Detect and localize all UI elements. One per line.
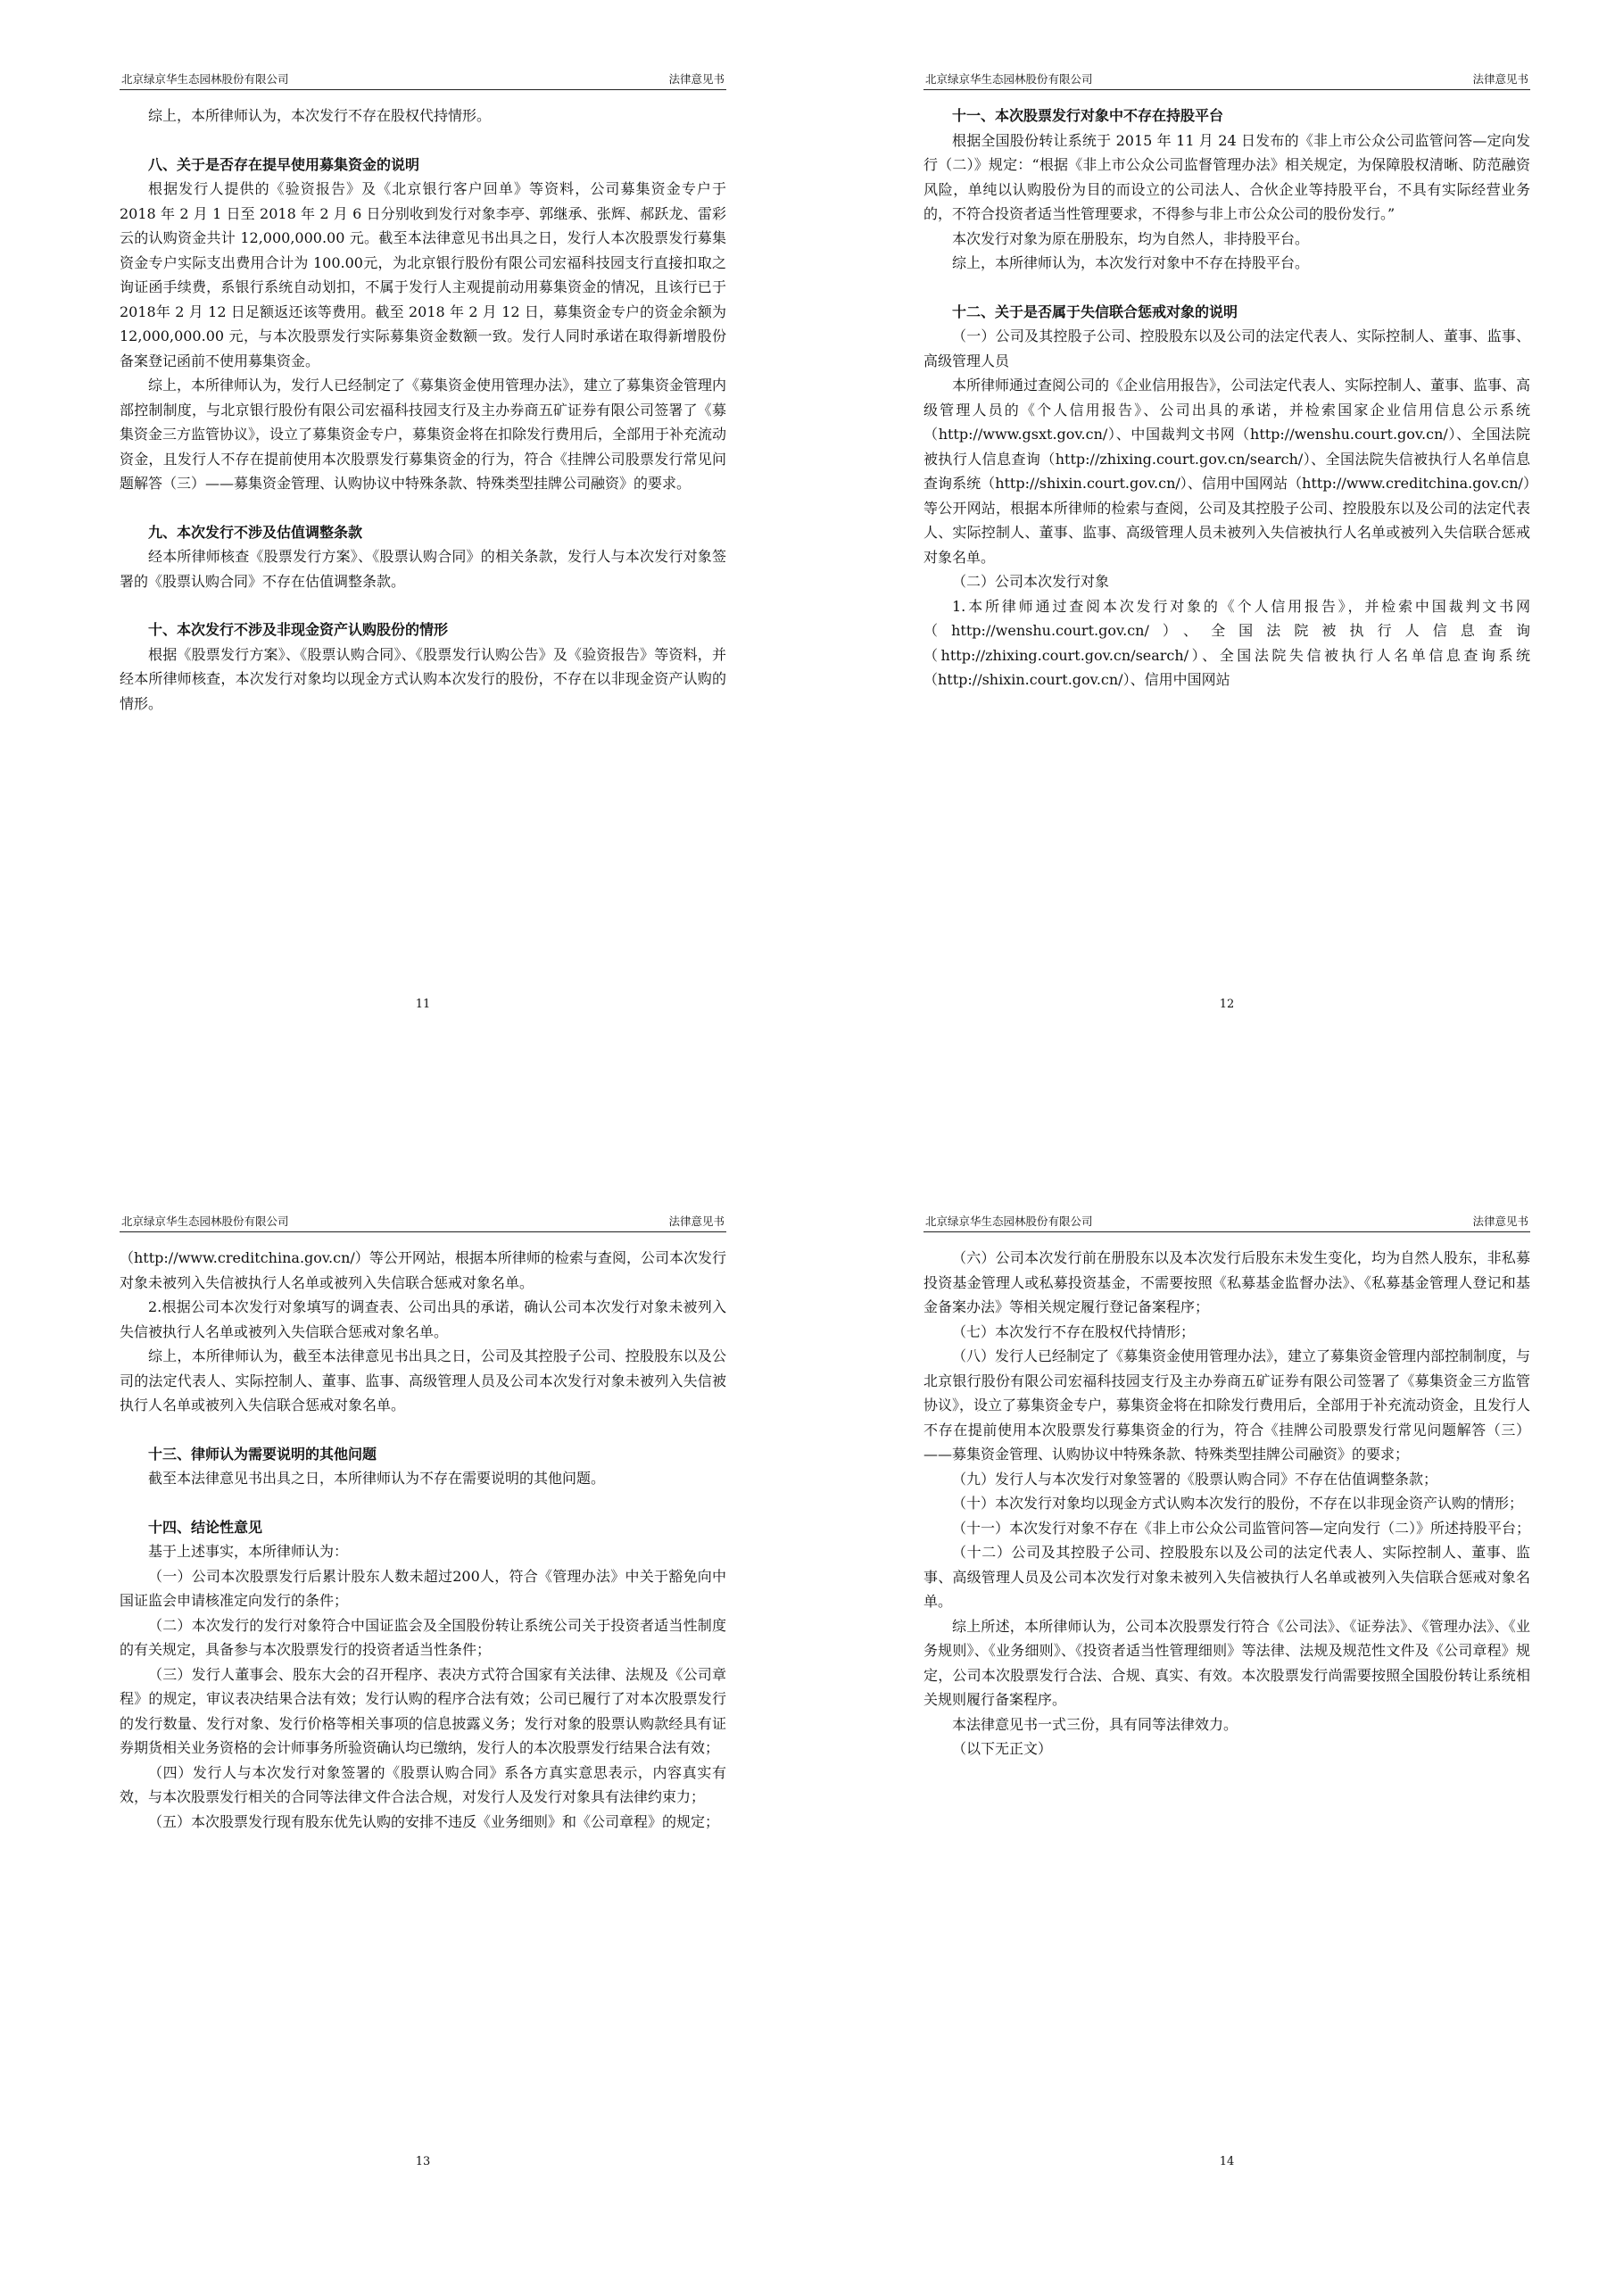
section-heading: 九、本次发行不涉及估值调整条款 — [148, 523, 363, 541]
page-header — [923, 70, 1530, 90]
body-paragraph: （四）发行人与本次发行对象签署的《股票认购合同》系各方真实意思表示，内容真实有效，与本次股票发行相关的合同等法律文件合法合规，对发行人及发行对象具有法律约束力； — [120, 1763, 726, 1805]
document-page-13 — [120, 1212, 726, 2176]
body-paragraph: 经本所律师核查《股票发行方案》、《股票认购合同》的相关条款，发行人与本次发行对象签署的《股票认购合同》不存在估值调整条款。 — [120, 548, 726, 590]
page-header — [120, 70, 726, 90]
body-paragraph: 截至本法律意见书出具之日，本所律师认为不存在需要说明的其他问题。 — [148, 1470, 606, 1487]
section-heading: 八、关于是否存在提早使用募集资金的说明 — [148, 155, 420, 173]
body-paragraph: （七）本次发行不存在股权代持情形； — [952, 1322, 1196, 1340]
page-header — [923, 1212, 1530, 1232]
body-paragraph: 本次发行对象为原在册股东，均为自然人，非持股平台。 — [952, 229, 1310, 247]
body-paragraph: （三）发行人董事会、股东大会的召开程序、表决方式符合国家有关法律、法规及《公司章程》的规定，审议表决结果合法有效；发行认购的程序合法有效；公司已履行了对本次股票发行的发行数量、发行对象、发行价格等相关事项的信息披露义务；发行对象的股票认购款经具有证券期货相关业务资格的会计师事务所验资确认均已缴纳，发行人的本次股票发行结果合法有效； — [120, 1665, 726, 1756]
page-number: 12 — [1219, 998, 1235, 1011]
body-paragraph: （一）公司本次股票发行后累计股东人数未超过200人，符合《管理办法》中关于豁免向中国证监会申请核准定向发行的条件； — [120, 1567, 726, 1609]
body-paragraph: 基于上述事实，本所律师认为： — [148, 1543, 349, 1560]
body-paragraph: （十）本次发行对象均以现金方式认购本次发行的股份，不存在以非现金资产认购的情形； — [952, 1495, 1524, 1512]
body-paragraph: （五）本次股票发行现有股东优先认购的安排不违反《业务细则》和《公司章程》的规定； — [148, 1812, 720, 1830]
section-heading: 十、本次发行不涉及非现金资产认购股份的情形 — [148, 621, 449, 638]
body-paragraph: （二）公司本次发行对象 — [952, 573, 1110, 590]
document-page-14 — [923, 1212, 1530, 2176]
section-heading: 十四、结论性意见 — [148, 1518, 263, 1536]
header-doc-type: 法律意见书 — [668, 1214, 725, 1228]
body-paragraph: 综上，本所律师认为，发行人已经制定了《募集资金使用管理办法》，建立了募集资金管理内部控制制度，与北京银行股份有限公司宏福科技园支行及主办券商五矿证券有限公司签署了《募集资金三方监管协议》，设立了募集资金专户，募集资金将在扣除发行费用后，全部用于补充流动资金，且发行人不存在提前使用本次股票发行募集资金的行为，符合《挂牌公司股票发行常见问题解答（三）——募集资金管理、认购协议中特殊条款、特殊类型挂牌公司融资》的要求。 — [120, 377, 727, 492]
header-company: 北京绿京华生态园林股份有限公司 — [925, 1214, 1093, 1228]
body-paragraph: 根据全国股份转让系统于 2015 年 11 月 24 日发布的《非上市公众公司监管问答—定向发行（二）》规定：“根据《非上市公众公司监督管理办法》相关规定，为保障股权清晰、防范融资风险，单纯以认购股份为目的而设立的公司法人、合伙企业等持股平台，不具有实际经营业务的，不符合投资者适当性管理要求，不得参与非上市公众公司的股份发行。” — [923, 131, 1530, 222]
body-paragraph: 综上，本所律师认为，本次发行对象中不存在持股平台。 — [952, 254, 1310, 271]
header-doc-type: 法律意见书 — [668, 72, 725, 86]
body-paragraph: （九）发行人与本次发行对象签署的《股票认购合同》不存在估值调整条款； — [952, 1470, 1438, 1488]
header-company: 北京绿京华生态园林股份有限公司 — [121, 1214, 289, 1228]
header-doc-type: 法律意见书 — [1472, 72, 1528, 86]
body-paragraph: （十一）本次发行对象不存在《非上市公众公司监管问答—定向发行（二）》所述持股平台； — [952, 1519, 1531, 1537]
header-doc-type: 法律意见书 — [1472, 1214, 1528, 1228]
header-company: 北京绿京华生态园林股份有限公司 — [121, 72, 289, 86]
body-paragraph: （十二）公司及其控股子公司、控股股东以及公司的法定代表人、实际控制人、董事、监事、高级管理人员及公司本次发行对象未被列入失信被执行人名单或被列入失信联合惩戒对象名单。 — [923, 1544, 1530, 1610]
section-heading: 十三、律师认为需要说明的其他问题 — [148, 1445, 377, 1463]
document-page-11 — [120, 70, 726, 1015]
body-paragraph: （六）公司本次发行前在册股东以及本次发行后股东未发生变化，均为自然人股东，非私募投资基金管理人或私募投资基金，不需要按照《私募基金监督办法》、《私募基金管理人登记和基金备案办法》等相关规定履行登记备案程序； — [923, 1249, 1530, 1315]
body-paragraph: （http://www.creditchina.gov.cn/）等公开网站，根据本所律师的检索与查阅，公司本次发行对象未被列入失信被执行人名单或被列入失信联合惩戒对象名单。 — [120, 1249, 726, 1291]
document-page-12 — [923, 70, 1530, 1015]
body-paragraph: （八）发行人已经制定了《募集资金使用管理办法》，建立了募集资金管理内部控制制度，与北京银行股份有限公司宏福科技园支行及主办券商五矿证券有限公司签署了《募集资金三方监管协议》，设立了募集资金专户，募集资金将在扣除发行费用后，全部用于补充流动资金，且发行人不存在提前使用本次股票发行募集资金的行为，符合《挂牌公司股票发行常见问题解答（三）——募集资金管理、认购协议中特殊条款、特殊类型挂牌公司融资》的要求； — [923, 1347, 1531, 1463]
body-paragraph: 根据发行人提供的《验资报告》及《北京银行客户回单》等资料，公司募集资金专户于 2018 年 2 月 1 日至 2018 年 2 月 6 日分别收到发行对象李亭、郭继承、张辉、郝跃龙、雷彩云的认购资金共计 12,000,000.00 元。截至本法律意见书出具之日，发行人本次股票发行募集资金专户实际支出费用合计为 100.00元，为北京银行股份有限公司宏福科技园支行直接扣取之询证函手续费，系银行系统自动划扣，不属于发行人主观提前动用募集资金的情况，且该行已于 2018年 2 月 12 日足额返还该等费用。截至 2018 年 2 月 12 日，募集资金专户的资金余额为 12,000,000.00 元，与本次股票发行实际募集资金数额一致。发行人同时承诺在取得新增股份备案登记函前不使用募集资金。 — [120, 180, 726, 369]
body-paragraph: 1.本所律师通过查阅本次发行对象的《个人信用报告》，并检索中国裁判文书网（http://wenshu.court.gov.cn/）、全国法院被执行人信息查询（http://zhixing.court.gov.cn/search/）、全国法院失信被执行人名单信息查询系统（http://shixin.court.gov.cn/）、信用中国网站 — [923, 597, 1530, 688]
body-paragraph: （一）公司及其控股子公司、控股股东以及公司的法定代表人、实际控制人、董事、监事、高级管理人员 — [923, 327, 1530, 369]
page-number: 13 — [415, 2155, 431, 2168]
body-paragraph: （以下无正文） — [952, 1740, 1053, 1757]
section-heading: 十二、关于是否属于失信联合惩戒对象的说明 — [952, 303, 1238, 320]
page-body — [120, 104, 726, 716]
body-paragraph: 本法律意见书一式三份，具有同等法律效力。 — [952, 1715, 1238, 1733]
body-paragraph: 综上，本所律师认为，截至本法律意见书出具之日，公司及其控股子公司、控股股东以及公司的法定代表人、实际控制人、董事、监事、高级管理人员及公司本次发行对象未被列入失信被执行人名单或被列入失信联合惩戒对象名单。 — [120, 1347, 726, 1413]
body-paragraph: （二）本次发行的发行对象符合中国证监会及全国股份转让系统公司关于投资者适当性制度的有关规定，具备参与本次股票发行的投资者适当性条件； — [120, 1616, 726, 1658]
body-paragraph: 综上所述，本所律师认为，公司本次股票发行符合《公司法》、《证券法》、《管理办法》、《业务规则》、《业务细则》、《投资者适当性管理细则》等法律、法规及规范性文件及《公司章程》规定，公司本次股票发行合法、合规、真实、有效。本次股票发行尚需要按照全国股份转让系统相关规则履行备案程序。 — [923, 1617, 1530, 1708]
section-heading: 十一、本次股票发行对象中不存在持股平台 — [952, 107, 1224, 124]
body-paragraph: 本所律师通过查阅公司的《企业信用报告》，公司法定代表人、实际控制人、董事、监事、高级管理人员的《个人信用报告》、公司出具的承诺，并检索国家企业信用信息公示系统（http://www.gsxt.gov.cn/）、中国裁判文书网（http://wenshu.court.gov.cn/）、全国法院被执行人信息查询（http://zhixing.court.gov.cn/search/）、全国法院失信被执行人名单信息查询系统（http://shixin.court.gov.cn/）、信用中国网站（http://www.creditchina.gov.cn/）等公开网站，根据本所律师的检索与查阅，公司及其控股子公司、控股股东以及公司的法定代表人、实际控制人、董事、监事、高级管理人员未被列入失信被执行人名单或被列入失信联合惩戒对象名单。 — [923, 377, 1531, 566]
body-paragraph: 根据《股票发行方案》、《股票认购合同》、《股票发行认购公告》及《验资报告》等资料，并经本所律师核查，本次发行对象均以现金方式认购本次发行的股份，不存在以非现金资产认购的情形。 — [120, 645, 726, 712]
page-body — [923, 104, 1530, 692]
header-company: 北京绿京华生态园林股份有限公司 — [925, 72, 1093, 86]
page-body — [120, 1246, 726, 1834]
body-paragraph: 综上，本所律师认为，本次发行不存在股权代持情形。 — [148, 107, 492, 124]
body-paragraph: 2.根据公司本次发行对象填写的调查表、公司出具的承诺，确认公司本次发行对象未被列入失信被执行人名单或被列入失信联合惩戒对象名单。 — [120, 1298, 726, 1340]
page-header — [120, 1212, 726, 1232]
page-number: 11 — [415, 998, 431, 1011]
page-body — [923, 1246, 1530, 1761]
page-number: 14 — [1219, 2155, 1235, 2168]
